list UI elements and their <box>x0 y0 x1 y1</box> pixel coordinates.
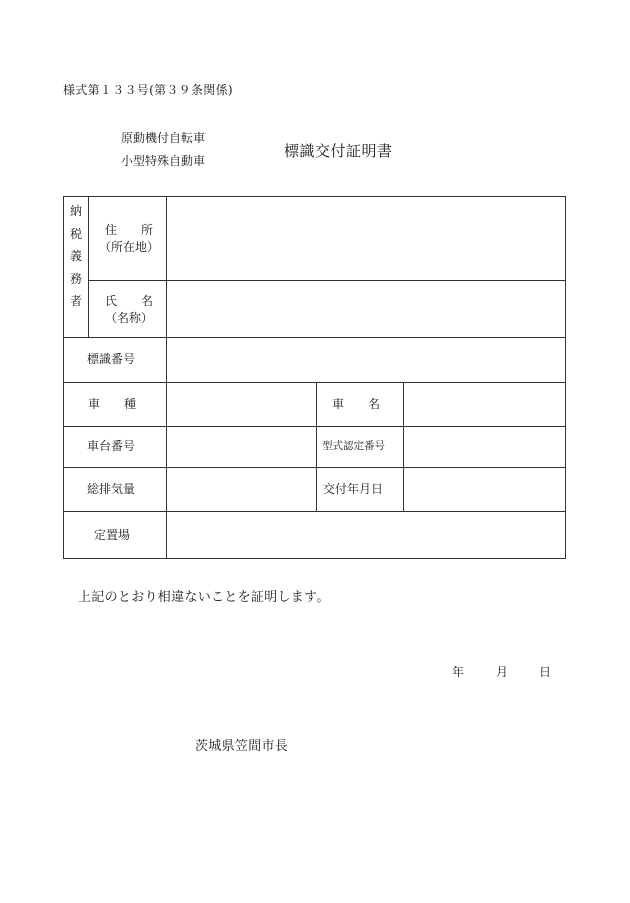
row-divider <box>64 382 566 383</box>
name-sub-label: （名称） <box>104 311 153 325</box>
name-label-group <box>94 293 164 327</box>
address-label-group <box>94 222 164 256</box>
column-divider <box>88 197 89 337</box>
row-divider <box>64 426 566 427</box>
issuer-name: 茨城県笠間市長 <box>195 739 289 754</box>
document-title: 標識交付証明書 <box>284 142 393 160</box>
storage-place-label: 定置場 <box>94 528 131 542</box>
taxpayer-char: 税 <box>69 226 82 241</box>
taxpayer-char: 務 <box>69 271 82 286</box>
form-number: 様式第１３３号(第３９条関係) <box>63 83 233 97</box>
vehicle-name-label: 車 名 <box>332 397 381 411</box>
certification-statement: 上記のとおり相違ないことを証明します。 <box>78 590 330 605</box>
row-divider <box>88 280 566 281</box>
column-divider <box>403 382 404 511</box>
issue-date-label: 交付年月日 <box>323 482 384 496</box>
vehicle-type-special-small: 小型特殊自動車 <box>121 154 206 168</box>
plate-number-label: 標識番号 <box>87 352 136 366</box>
certificate-table <box>63 196 566 559</box>
date-month-label: 月 <box>496 665 509 679</box>
type-approval-label: 型式認定番号 <box>322 440 385 452</box>
date-year-label: 年 <box>452 665 465 679</box>
vehicle-type-moped: 原動機付自転車 <box>121 131 206 145</box>
vehicle-kind-label: 車 種 <box>88 397 137 411</box>
taxpayer-char: 義 <box>69 249 82 263</box>
column-divider <box>166 197 167 559</box>
address-label: 住 所 <box>104 223 153 237</box>
address-sub-label: （所在地） <box>98 240 159 254</box>
taxpayer-char: 者 <box>69 294 82 308</box>
row-divider <box>64 511 566 512</box>
displacement-label: 総排気量 <box>87 482 136 496</box>
date-day-label: 日 <box>539 665 552 679</box>
row-divider <box>64 467 566 468</box>
column-divider <box>316 382 317 511</box>
name-label: 氏 名 <box>104 294 153 308</box>
row-divider <box>64 337 566 338</box>
chassis-number-label: 車台番号 <box>87 439 136 453</box>
taxpayer-char: 納 <box>69 204 82 218</box>
taxpayer-label <box>69 200 83 313</box>
